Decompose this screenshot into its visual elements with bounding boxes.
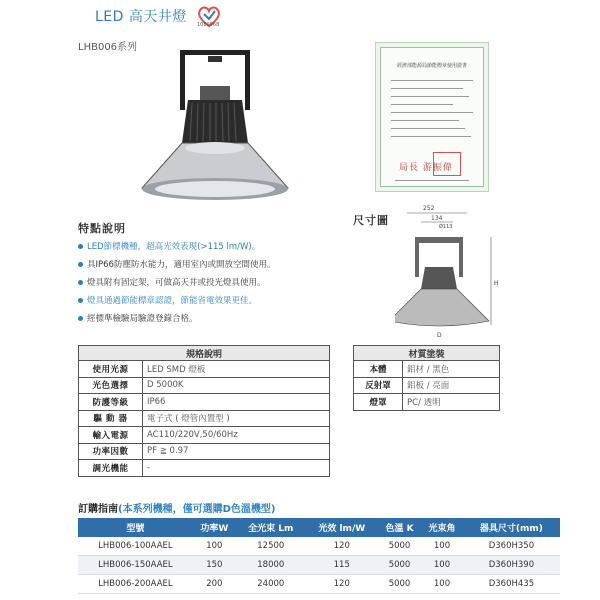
order-cell: 100: [421, 556, 463, 575]
dim-mid-label: 134: [431, 215, 443, 222]
material-key: 燈罩: [354, 394, 403, 411]
spec-row: [79, 443, 330, 460]
order-cell: 200: [193, 575, 236, 594]
table-row: [78, 575, 560, 594]
spec-value: D 5000K: [143, 377, 330, 394]
material-value: 鋁板 / 亮面: [403, 377, 500, 394]
bullet-icon: [78, 298, 83, 303]
order-heading-title: 訂購指南: [78, 504, 118, 515]
spec-table: [78, 345, 330, 477]
series-label: LHB006系列: [78, 42, 138, 53]
table-row: [78, 537, 560, 556]
spec-row: [79, 460, 330, 477]
order-cell: 100: [193, 537, 236, 556]
order-heading: [78, 500, 275, 515]
order-cell: D360H435: [463, 575, 560, 594]
material-key: 本體: [354, 361, 403, 378]
bullet-icon: [78, 262, 83, 267]
dimension-heading: 尺寸圖: [353, 214, 389, 227]
order-cell: 5000: [378, 575, 421, 594]
spec-key: 功率因數: [79, 443, 143, 460]
spec-value: LED SMD 燈板: [143, 361, 330, 378]
spec-key: 輸入電源: [79, 427, 143, 444]
order-cell: 12500: [236, 537, 306, 556]
spec-value: -: [143, 460, 330, 477]
material-row: [354, 394, 500, 411]
order-cell: LHB006-100AAEL: [78, 537, 193, 556]
order-cell: 18000: [236, 556, 306, 575]
material-key: 反射罩: [354, 377, 403, 394]
feature-text: 燈具通過節能標章認證，節能省電效果更佳。: [87, 296, 258, 306]
material-value: 鋁材 / 黑色: [403, 361, 500, 378]
feature-item: [78, 294, 257, 306]
spec-value: AC110/220V,50/60Hz: [143, 427, 330, 444]
spec-value: PF ≧ 0.97: [143, 443, 330, 460]
order-column-header: 型號: [78, 518, 193, 537]
bullet-icon: [78, 244, 83, 249]
spec-key: 光色選擇: [79, 377, 143, 394]
order-column-header: 光束角: [421, 518, 463, 537]
order-cell: 24000: [236, 575, 306, 594]
lamp-image: [140, 48, 290, 208]
spec-row: [79, 427, 330, 444]
page-title: LED 高天井燈: [95, 9, 187, 25]
feature-text: 燈具附有固定架，可做高天井或投光燈具使用。: [87, 278, 266, 288]
feature-item: [78, 312, 198, 324]
certificate-image: [375, 42, 489, 192]
spec-value: IP66: [143, 394, 330, 411]
spec-heading: 規格說明: [79, 346, 330, 361]
spec-key: 驅 動 器: [79, 410, 143, 427]
order-cell: 120: [306, 575, 378, 594]
feature-text: 具IP66防塵防水能力，適用室內或開放空間使用。: [87, 260, 276, 270]
bullet-icon: [78, 280, 83, 285]
spec-row: [79, 377, 330, 394]
order-cell: D360H390: [463, 556, 560, 575]
dim-d-label: D: [437, 332, 442, 337]
order-cell: 115: [306, 556, 378, 575]
order-column-header: 全光束 Lm: [236, 518, 306, 537]
dim-top-label: 252: [423, 205, 435, 212]
dim-h-label: H: [494, 280, 499, 287]
order-cell: 100: [421, 537, 463, 556]
material-row: [354, 361, 500, 378]
spec-row: [79, 410, 330, 427]
order-column-header: 器具尺寸(mm): [463, 518, 560, 537]
feature-item: [78, 258, 275, 270]
order-table: [78, 518, 560, 594]
material-table: [353, 345, 500, 411]
order-cell: LHB006-150AAEL: [78, 556, 193, 575]
feature-item: [78, 276, 266, 288]
feature-text: LED節標機種，超高光效表現(>115 lm/W)。: [87, 242, 261, 252]
feature-item: [78, 240, 260, 252]
spec-row: [79, 394, 330, 411]
order-cell: 5000: [378, 537, 421, 556]
order-column-header: 功率W: [193, 518, 236, 537]
features-heading: 特點說明: [78, 222, 126, 235]
spec-value: 電子式 ( 燈管內置型 ): [143, 410, 330, 427]
order-heading-note: (本系列機種，僅可選購D色溫機型): [118, 504, 276, 515]
bullet-icon: [78, 316, 83, 321]
order-column-header: 光效 lm/W: [306, 518, 378, 537]
order-cell: 120: [306, 537, 378, 556]
feature-text: 經標準檢驗局驗證登錄合格。: [87, 314, 198, 324]
material-heading: 材質塗裝: [354, 346, 500, 361]
order-cell: D360H350: [463, 537, 560, 556]
material-value: PC/ 透明: [403, 394, 500, 411]
certificate-signature: 局長 游振偉: [399, 163, 453, 173]
material-row: [354, 377, 500, 394]
certificate-title: 經濟部能源局節能標章使用證書: [396, 63, 467, 69]
spec-row: [79, 361, 330, 378]
logo-code: 1080968: [197, 22, 220, 28]
spec-key: 使用光源: [79, 361, 143, 378]
order-cell: 150: [193, 556, 236, 575]
spec-key: 防護等級: [79, 394, 143, 411]
order-cell: 5000: [378, 556, 421, 575]
spec-key: 調光機能: [79, 460, 143, 477]
table-row: [78, 556, 560, 575]
dim-small-label: Ø113: [439, 224, 453, 230]
order-column-header: 色溫 K: [378, 518, 421, 537]
dimension-drawing: [395, 197, 505, 337]
order-cell: LHB006-200AAEL: [78, 575, 193, 594]
order-cell: 100: [421, 575, 463, 594]
